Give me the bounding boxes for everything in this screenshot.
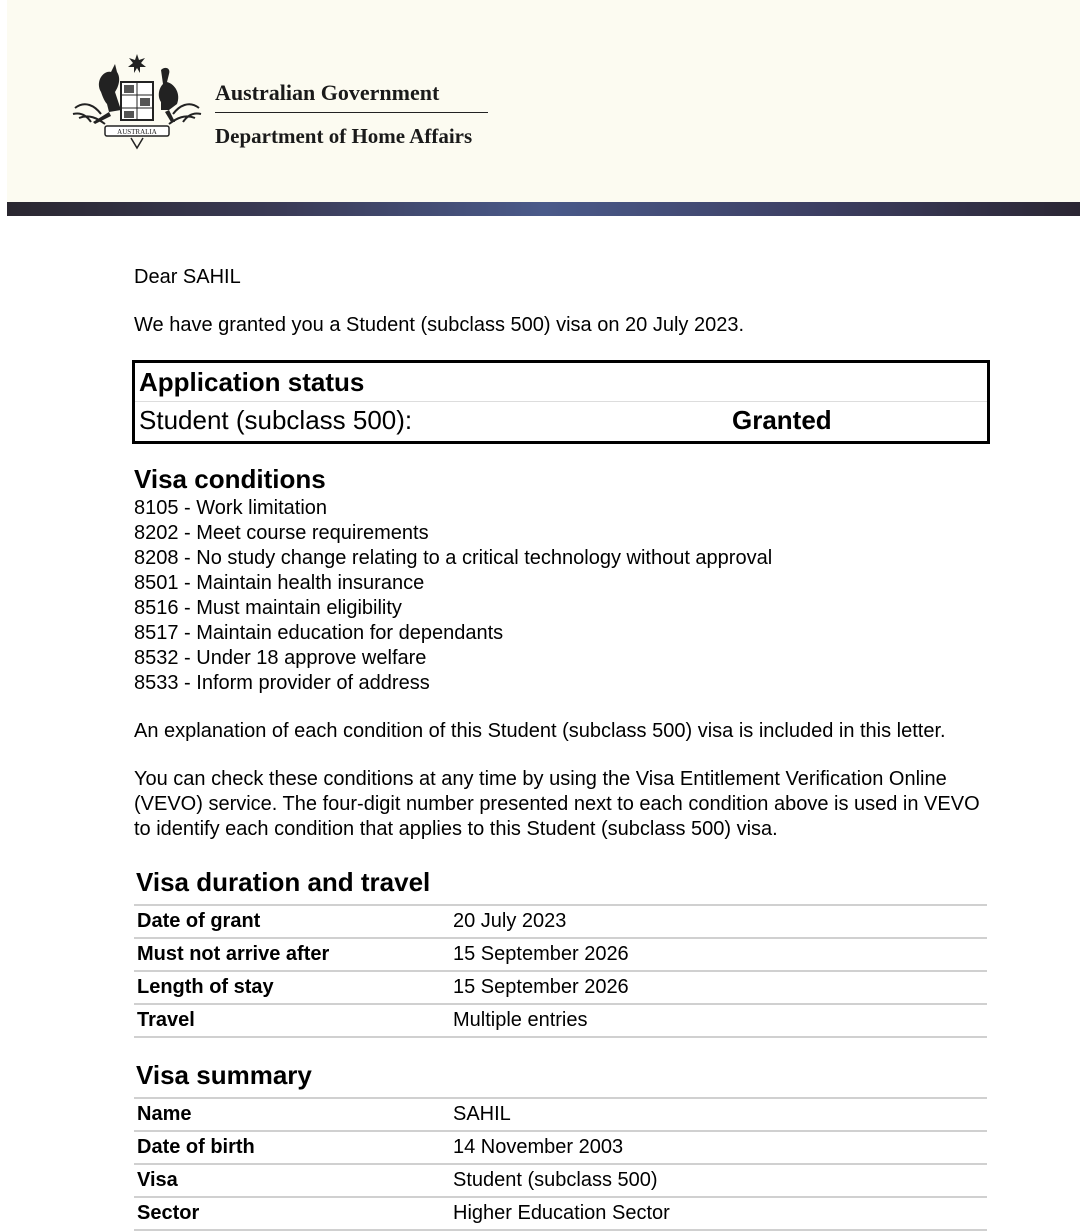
coat-of-arms-icon [71, 52, 203, 150]
letterhead [7, 0, 1080, 202]
condition-item: 8517 - Maintain education for dependants [134, 622, 504, 644]
status-label: Student (subclass 500): [139, 405, 413, 435]
table-row [134, 1197, 987, 1230]
condition-item: 8533 - Inform provider of address [134, 672, 430, 694]
condition-item: 8532 - Under 18 approve welfare [134, 647, 427, 669]
government-title: Australian Government [215, 80, 440, 105]
row-label: Length of stay [134, 971, 450, 1004]
condition-item: 8202 - Meet course requirements [134, 522, 429, 544]
table-row [134, 1131, 987, 1164]
condition-item: 8516 - Must maintain eligibility [134, 597, 402, 619]
application-status-box [132, 360, 990, 444]
row-value: 20 July 2023 [450, 905, 987, 938]
status-heading: Application status [139, 367, 365, 397]
row-value: SAHIL [450, 1098, 987, 1131]
status-divider [135, 401, 987, 402]
condition-item: 8501 - Maintain health insurance [134, 572, 425, 594]
condition-item: 8208 - No study change relating to a critical technology without approval [134, 547, 773, 569]
summary-heading: Visa summary [136, 1060, 312, 1090]
conditions-heading: Visa conditions [134, 464, 326, 494]
crest-scroll-text: AUSTRALIA [117, 128, 157, 136]
table-row [134, 938, 987, 971]
conditions-explanation: An explanation of each condition of this Student (subclass 500) visa is included in this letter. [134, 720, 946, 742]
row-value: 15 September 2026 [450, 938, 987, 971]
vevo-paragraph: You can check these conditions at any time by using the Visa Entitlement Verification Online (VEVO) service. The four-digit number presented next to each condition above is used in VEVO to identify each condition that applies to this Student (subclass 500) visa. [134, 768, 980, 840]
status-value: Granted [732, 405, 832, 435]
row-value: Higher Education Sector [450, 1197, 987, 1230]
condition-item: 8105 - Work limitation [134, 497, 328, 519]
grant-intro: We have granted you a Student (subclass 500) visa on 20 July 2023. [134, 314, 745, 336]
letterhead-divider [215, 112, 488, 113]
summary-table [134, 1097, 987, 1231]
duration-heading: Visa duration and travel [136, 867, 431, 897]
conditions-list [134, 496, 772, 696]
table-row [134, 971, 987, 1004]
row-label: Date of birth [134, 1131, 450, 1164]
row-value: Multiple entries [450, 1004, 987, 1037]
department-title: Department of Home Affairs [215, 124, 473, 148]
row-label: Travel [134, 1004, 450, 1037]
row-value: Student (subclass 500) [450, 1164, 987, 1197]
row-label: Sector [134, 1197, 450, 1230]
duration-table [134, 904, 987, 1038]
table-row [134, 905, 987, 938]
row-value: 15 September 2026 [450, 971, 987, 1004]
row-label: Visa [134, 1164, 450, 1197]
row-label: Must not arrive after [134, 938, 450, 971]
row-value: 14 November 2003 [450, 1131, 987, 1164]
table-row [134, 1164, 987, 1197]
salutation: Dear SAHIL [134, 266, 241, 288]
row-label: Date of grant [134, 905, 450, 938]
header-band [7, 202, 1080, 216]
row-label: Name [134, 1098, 450, 1131]
table-row [134, 1098, 987, 1131]
table-row [134, 1004, 987, 1037]
